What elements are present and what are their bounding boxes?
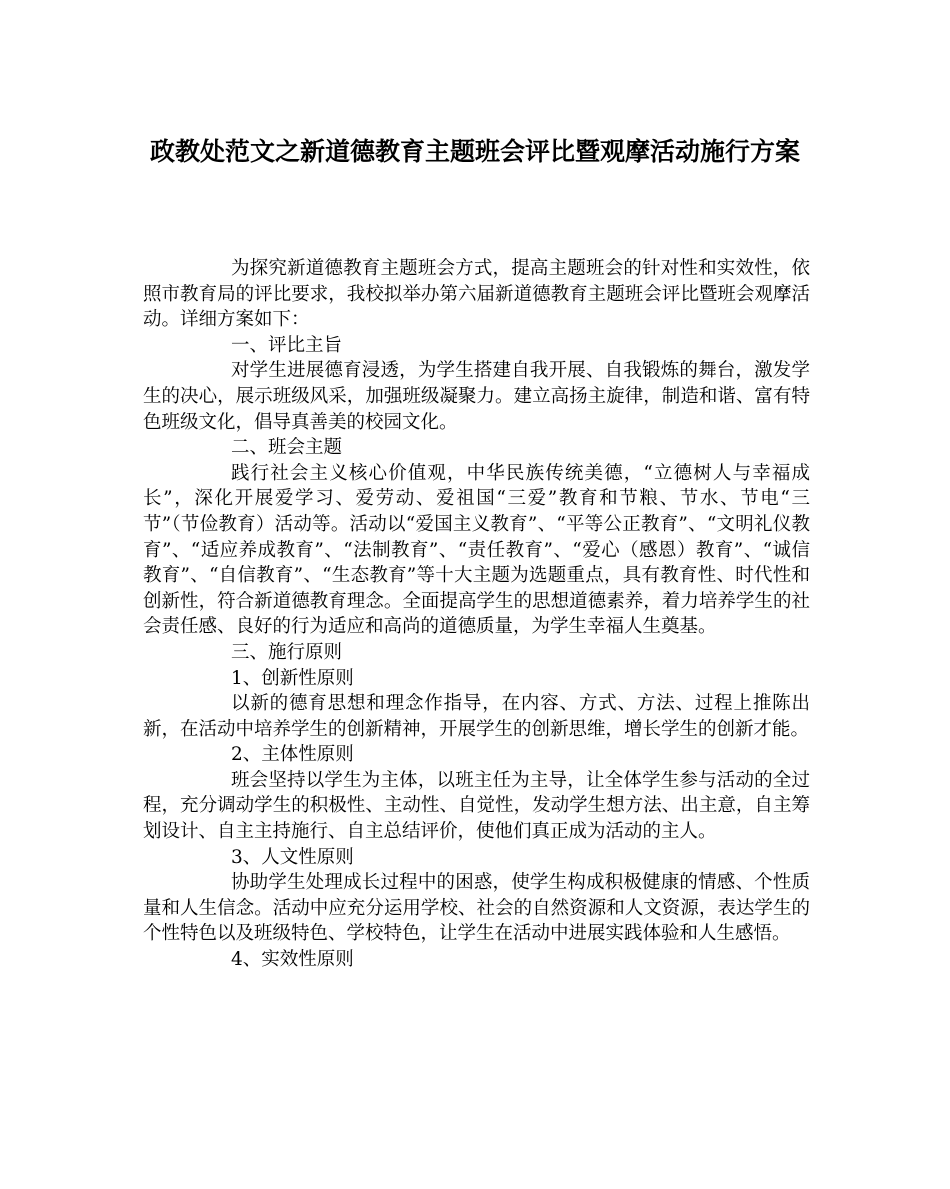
intro-paragraph: 为探究新道德教育主题班会方式，提高主题班会的针对性和实效性，依照市教育局的评比要求，我校拟举办第六届新道德教育主题班会评比暨班会观摩活动。详细方案如下： <box>143 258 810 331</box>
purpose-paragraph: 对学生进展德育浸透，为学生搭建自我开展、自我锻炼的舞台，激发学生的决心，展示班级风采，加强班级凝聚力。建立高扬主旋律，制造和谐、富有特色班级文化，倡导真善美的校园文化。 <box>143 360 810 433</box>
subheading-effectiveness: 4、实效性原则 <box>231 949 354 971</box>
theme-paragraph: 践行社会主义核心价值观，中华民族传统美德，“立德树人与幸福成长”，深化开展爱学习、爱劳动、爱祖国“三爱”教育和节粮、节水、节电“三节”（节俭教育）活动等。活动以“爱国主义教育”、“平等公正教育”、“文明礼仪教育”、“适应养成教育”、“法制教育”、“责任教育”、“爱心（感恩）教育”、“诚信教育”、“自信教育”、“生态教育”等十大主题为选题重点，具有教育性、时代性和创新性，符合新道德教育理念。全面提高学生的思想道德素养，着力培养学生的社会责任感、良好的行为适应和高尚的道德质量，为学生幸福人生奠基。 <box>143 462 810 638</box>
humanistic-paragraph: 协助学生处理成长过程中的困惑，使学生构成积极健康的情感、个性质量和人生信念。活动中应充分运用学校、社会的自然资源和人文资源，表达学生的个性特色以及班级特色、学校特色，让学生在活动中进展实践体验和人生感悟。 <box>143 872 810 945</box>
section-heading-principles: 三、施行原则 <box>231 641 343 663</box>
section-heading-theme: 二、班会主题 <box>231 437 343 459</box>
innovation-paragraph: 以新的德育思想和理念作指导，在内容、方式、方法、过程上推陈出新，在活动中培养学生的创新精神，开展学生的创新思维，增长学生的创新才能。 <box>143 693 810 740</box>
subheading-humanistic: 3、人文性原则 <box>231 846 354 868</box>
subjectivity-paragraph: 班会坚持以学生为主体，以班主任为主导，让全体学生参与活动的全过程，充分调动学生的积极性、主动性、自觉性，发动学生想方法、出主意，自主筹划设计、自主主持施行、自主总结评价，使他们真正成为活动的主人。 <box>143 769 810 843</box>
subheading-innovation: 1、创新性原则 <box>231 667 354 689</box>
section-heading-purpose: 一、评比主旨 <box>231 334 343 356</box>
subheading-subjectivity: 2、主体性原则 <box>231 744 354 766</box>
document-title: 政教处范文之新道德教育主题班会评比暨观摩活动施行方案 <box>149 137 800 166</box>
document-body <box>143 256 810 973</box>
